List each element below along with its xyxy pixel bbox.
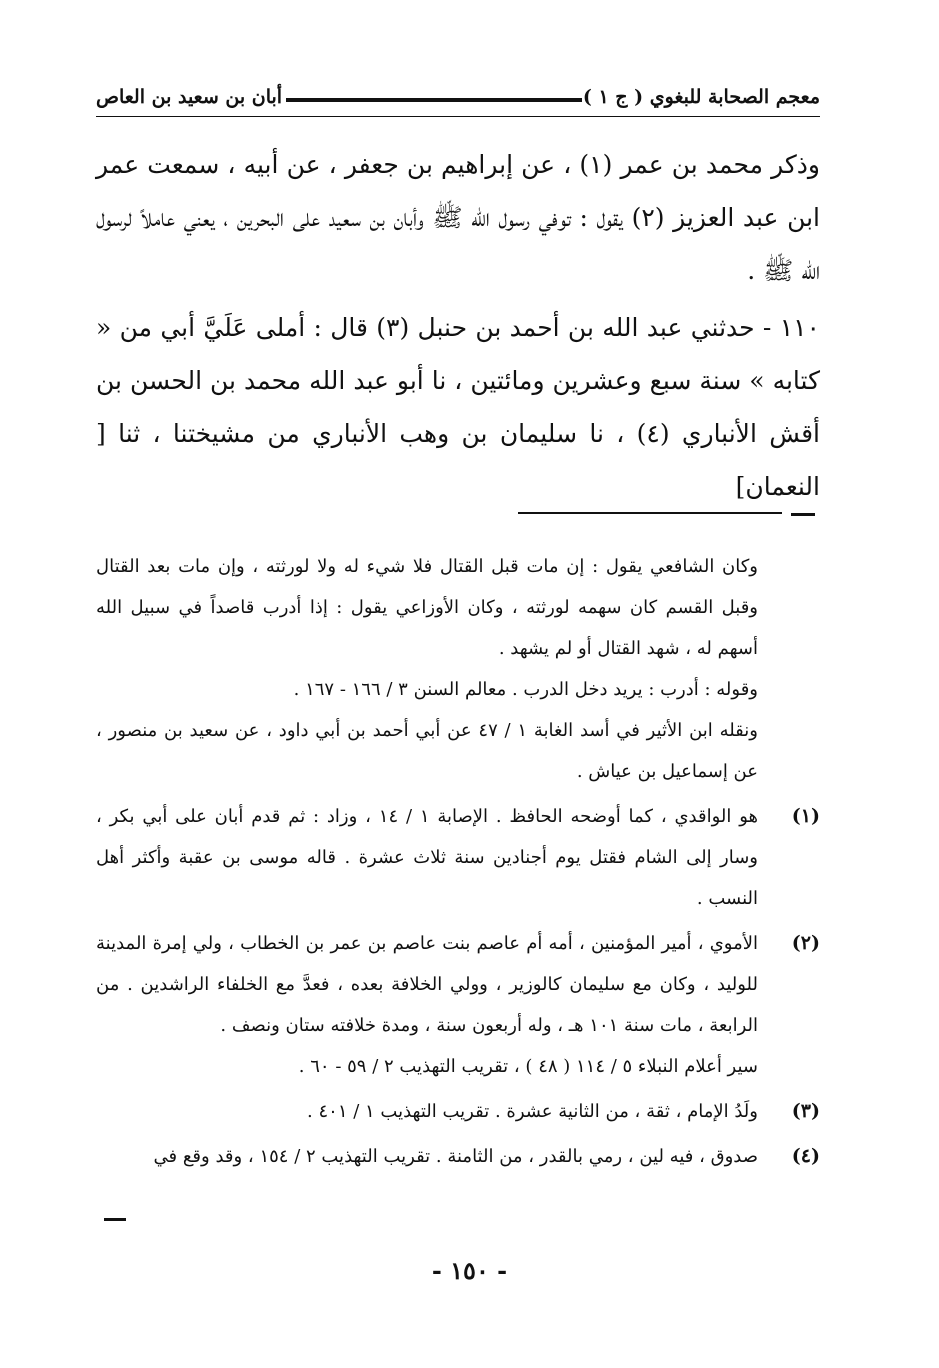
footnote-text: ولَدُ الإمام ، ثقة ، من الثانية عشرة . تقريب التهذيب ١ / ٤٠١ .	[307, 1101, 758, 1122]
footnote-4	[96, 1136, 820, 1177]
footnote-1	[96, 796, 820, 919]
footnote-2-reference: سير أعلام النبلاء ٥ / ١١٤ ( ٤٨ ) ، تقريب التهذيب ٢ / ٥٩ - ٦٠ .	[298, 1056, 758, 1077]
footnote-text: هو الواقدي ، كما أوضحه الحافظ . الإصابة ١ / ١٤ ، وزاد : ثم قدم أبان على أبي بكر ، وسار إلى الشام فقتل يوم أجنادين سنة ثلاث عشرة . قاله موسى بن عقبة وأكثر أهل النسب .	[96, 806, 758, 909]
footnote-text: الأموي ، أمير المؤمنين ، أمه أم عاصم بنت عاصم بن عمر بن الخطاب ، ولي إمرة المدينة للوليد ، وكان مع سليمان كالوزير ، وولي الخلافة بعده ، فعدَّ مع الخلفاء الراشدين . من الرابعة ، مات سنة ١٠١ هـ ، وله أربعون سنة ، ومدة خلافته ستان ونصف .	[96, 933, 758, 1036]
separator-mark	[791, 513, 815, 520]
footnote-number: (٣)	[791, 1100, 820, 1122]
continuation-mark	[104, 1218, 126, 1221]
paragraph-hadith-110: ١١٠ - حدثني عبد الله بن أحمد بن حنبل (٣) قال : أملى عَلَيَّ أبي من « كتابه » سنة سبع وعشرين ومائتين ، نا أبو عبد الله محمد بن الحسن بن أقش الأنباري (٤) ، نا سليمان بن وهب الأنباري من مشيختنا ، ثنا [ النعمان]	[96, 313, 820, 501]
footnotes	[96, 546, 820, 1177]
main-text	[96, 138, 820, 513]
footnote-continuation: وكان الشافعي يقول : إن مات قبل القتال فلا شيء له ولا لورثته ، وإن مات بعد القتال وقبل القسم كان سهمه لورثته ، وكان الأوزاعي يقول : إذا أدرب قاصداً في سبيل الله أسهم له ، شهد القتال أو لم يشهد .	[96, 556, 758, 659]
footnote-2	[96, 923, 820, 1046]
footnote-3	[96, 1091, 820, 1132]
entry-name: أبان بن سعيد بن العاص	[96, 86, 283, 108]
paragraph: وذكر محمد بن عمر (١) ، عن إبراهيم بن جعفر ، عن أبيه ، سمعت عمر ابن عبد العزيز (٢) يقول : توفي رسول الله ﷺ وأبان بن سعيد على البحرين ، يعني عاملاً لرسول الله ﷺ .	[96, 150, 821, 285]
header-underline	[96, 116, 820, 117]
footnote-continuation: ونقله ابن الأثير في أسد الغابة ١ / ٤٧ عن أبي أحمد بن أبي داود ، عن سعيد بن منصور ، عن إسماعيل بن عياش .	[96, 720, 758, 782]
footnote-continuation: وقوله : أدرب : يريد دخل الدرب . معالم السنن ٣ / ١٦٦ - ١٦٧ .	[293, 679, 758, 700]
book-title: معجم الصحابة للبغوي ( ج ١ )	[582, 86, 820, 108]
footnote-text: صدوق ، فيه لين ، رمي بالقدر ، من الثامنة . تقريب التهذيب ٢ / ١٥٤ ، وقد وقع في	[153, 1146, 758, 1167]
running-header	[96, 86, 820, 120]
footnote-number: (٢)	[791, 932, 820, 954]
footnote-number: (١)	[791, 805, 820, 827]
header-rule	[286, 98, 582, 102]
footnote-number: (٤)	[791, 1145, 820, 1167]
page-number: - ١٥٠ -	[431, 1256, 508, 1285]
footnote-separator	[518, 512, 782, 514]
